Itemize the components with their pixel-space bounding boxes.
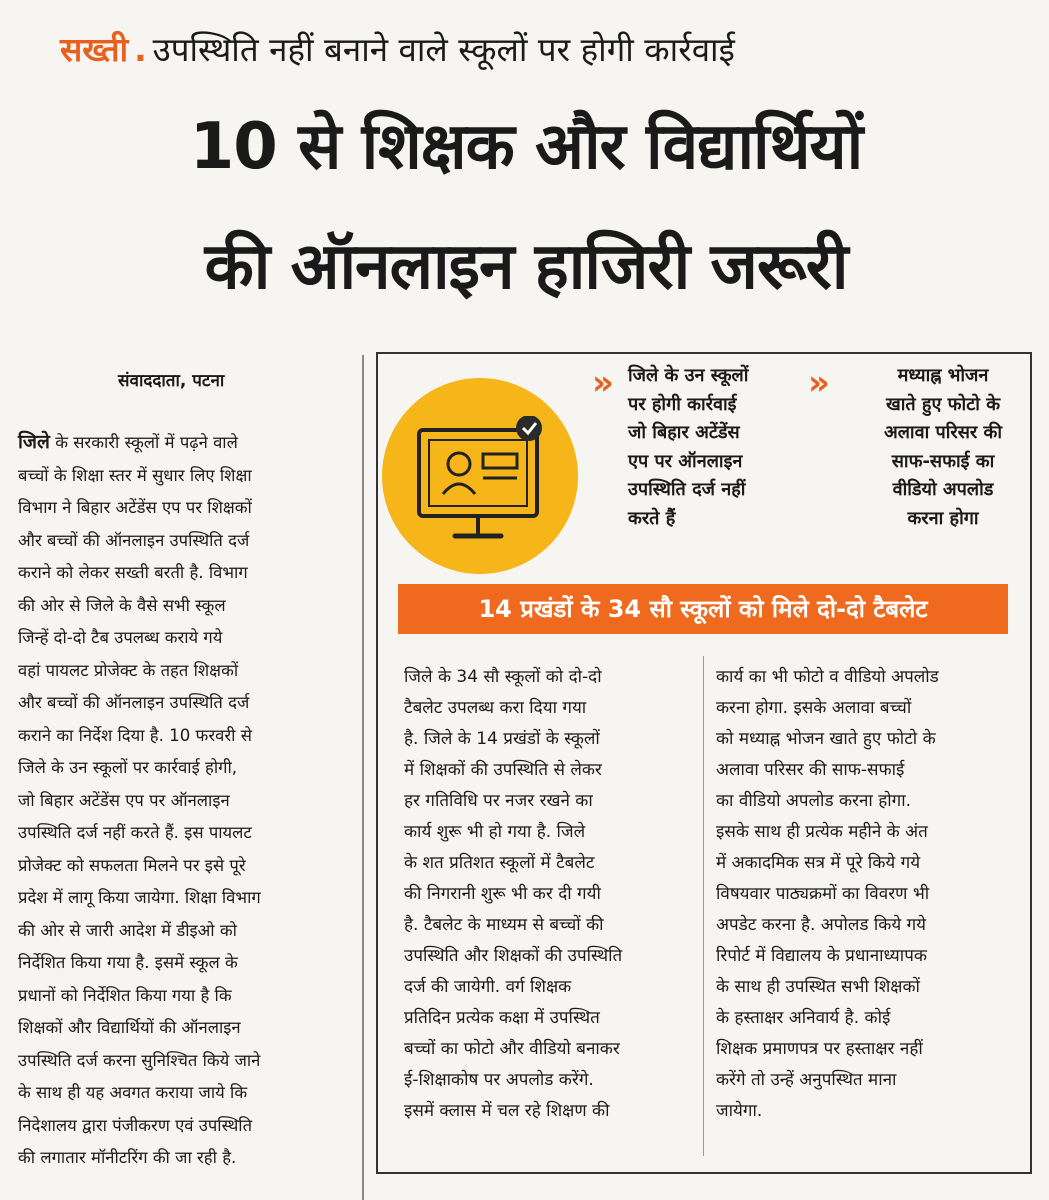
- left-column-line: बच्चों के शिक्षा स्तर में सुधार लिए शिक्षा: [18, 465, 252, 485]
- body-line: इसमें क्लास में चल रहे शिक्षण की: [404, 1101, 610, 1121]
- body-line: जायेगा.: [716, 1101, 763, 1121]
- left-column-line: उपस्थिति दर्ज करना सुनिश्चित किये जाने: [18, 1050, 261, 1070]
- body-line: के हस्ताक्षर अनिवार्य है. कोई: [716, 1008, 891, 1028]
- body-line: है. जिले के 14 प्रखंडों के स्कूलों: [404, 729, 600, 749]
- left-column-line: वहां पायलट प्रोजेक्ट के तहत शिक्षकों: [18, 660, 239, 680]
- left-column-line: कराने का निर्देश दिया है. 10 फरवरी से: [18, 725, 252, 745]
- kicker: [60, 26, 1020, 74]
- body-line: के शत प्रतिशत स्कूलों में टैबलेट: [404, 853, 595, 873]
- left-column-line: के सरकारी स्कूलों में पढ़ने वाले: [55, 433, 238, 452]
- kicker-tag: सख्ती: [60, 30, 129, 69]
- left-column-line: शिक्षकों और विद्यार्थियों की ऑनलाइन: [18, 1018, 241, 1037]
- body-line: कार्य शुरू भी हो गया है. जिले: [404, 822, 586, 842]
- left-column-line: प्रधानों को निर्देशित किया गया है कि: [18, 985, 232, 1005]
- body-line: इसके साथ ही प्रत्येक महीने के अंत: [716, 822, 928, 842]
- chevron-right-icon: »: [808, 363, 830, 403]
- byline: संवाददाता, पटना: [118, 371, 225, 391]
- body-column-2: [716, 662, 1016, 1127]
- body-line: हर गतिविधि पर नजर रखने का: [404, 791, 593, 811]
- body-line: विषयवार पाठ्यक्रमों का विवरण भी: [716, 884, 930, 904]
- body-line: की निगरानी शुरू भी कर दी गयी: [404, 884, 601, 904]
- body-line: बच्चों का फोटो और वीडियो बनाकर: [404, 1039, 620, 1059]
- headline-line-1: 10 से शिक्षक और विद्यार्थियों: [189, 110, 863, 184]
- left-column-line: जिन्हें दो-दो टैब उपलब्ध कराये गये: [18, 628, 223, 647]
- body-line: शिक्षक प्रमाणपत्र पर हस्ताक्षर नहीं: [716, 1039, 923, 1059]
- headline-line-2: की ऑनलाइन हाजिरी जरूरी: [204, 230, 848, 304]
- body-line: दर्ज की जायेगी. वर्ग शिक्षक: [404, 977, 572, 997]
- left-column: [18, 426, 348, 1175]
- info-point-2: मध्याह्न भोजन खाते हुए फोटो के अलावा परिसर की साफ-सफाई का वीडियो अपलोड करना होगा: [883, 365, 1003, 529]
- body-line: करना होगा. इसके अलावा बच्चों: [716, 698, 912, 718]
- column-divider: [362, 355, 364, 1200]
- kicker-text: उपस्थिति नहीं बनाने वाले स्कूलों पर होगी कार्रवाई: [152, 30, 735, 69]
- left-column-line: कराने को लेकर सख्ती बरती है. विभाग: [18, 563, 248, 582]
- body-line: ई-शिक्षाकोष पर अपलोड करेंगे.: [404, 1070, 594, 1090]
- info-point-1: जिले के उन स्कूलों पर होगी कार्रवाई जो बिहार अटेंडेंस एप पर ऑनलाइन उपस्थिति दर्ज नहीं करते हैं: [628, 365, 749, 529]
- left-column-line: की ओर से जिले के वैसे सभी स्कूल: [18, 595, 226, 615]
- body-line: जिले के 34 सौ स्कूलों को दो-दो: [404, 667, 602, 687]
- left-column-line: निदेशालय द्वारा पंजीकरण एवं उपस्थिति: [18, 1115, 253, 1135]
- left-column-line: के साथ ही यह अवगत कराया जाये कि: [18, 1083, 248, 1102]
- body-line: करेंगे तो उन्हें अनुपस्थित माना: [716, 1070, 897, 1090]
- lead-word: जिले: [18, 431, 50, 453]
- body-line: में शिक्षकों की उपस्थिति से लेकर: [404, 760, 602, 780]
- left-column-line: और बच्चों की ऑनलाइन उपस्थिति दर्ज: [18, 530, 250, 550]
- body-line: में अकादमिक सत्र में पूरे किये गये: [716, 853, 921, 873]
- left-column-line: की लगातार मॉनीटरिंग की जा रही है.: [18, 1148, 237, 1167]
- monitor-with-checkmark-icon: [413, 416, 553, 556]
- body-line: को मध्याह्न भोजन खाते हुए फोटो के: [716, 729, 936, 749]
- body-line: है. टैबलेट के माध्यम से बच्चों की: [404, 915, 604, 935]
- left-column-line: जिले के उन स्कूलों पर कार्रवाई होगी,: [18, 758, 238, 777]
- body-line: टैबलेट उपलब्ध करा दिया गया: [404, 698, 587, 718]
- left-column-line: जो बिहार अटेंडेंस एप पर ऑनलाइन: [18, 790, 230, 810]
- left-column-line: विभाग ने बिहार अटेंडेंस एप पर शिक्षकों: [18, 498, 252, 517]
- body-line: अलावा परिसर की साफ-सफाई: [716, 760, 905, 780]
- kicker-dot: .: [134, 30, 147, 69]
- body-line: प्रतिदिन प्रत्येक कक्षा में उपस्थित: [404, 1008, 600, 1028]
- body-line: अपडेट करना है. अपोलड किये गये: [716, 915, 927, 935]
- subhead-banner: 14 प्रखंडों के 34 सौ स्कूलों को मिले दो-दो टैबलेट: [398, 584, 1008, 634]
- body-line: रिपोर्ट में विद्यालय के प्रधानाध्यापक: [716, 946, 927, 966]
- body-line: उपस्थिति और शिक्षकों की उपस्थिति: [404, 946, 623, 966]
- chevron-right-icon: »: [592, 363, 614, 403]
- left-column-line: की ओर से जारी आदेश में डीइओ को: [18, 920, 237, 940]
- body-line: के साथ ही उपस्थित सभी शिक्षकों: [716, 977, 920, 997]
- inner-column-divider: [703, 656, 704, 1156]
- left-column-line: और बच्चों की ऑनलाइन उपस्थिति दर्ज: [18, 693, 250, 712]
- left-column-line: उपस्थिति दर्ज नहीं करते हैं. इस पायलट: [18, 823, 252, 842]
- left-column-line: प्रदेश में लागू किया जायेगा. शिक्षा विभाग: [18, 888, 261, 907]
- body-column-1: [404, 662, 694, 1127]
- body-line: का वीडियो अपलोड करना होगा.: [716, 791, 912, 811]
- left-column-line: निर्देशित किया गया है. इसमें स्कूल के: [18, 953, 238, 972]
- body-line: कार्य का भी फोटो व वीडियो अपलोड: [716, 667, 939, 687]
- left-column-line: प्रोजेक्ट को सफलता मिलने पर इसे पूरे: [18, 855, 246, 875]
